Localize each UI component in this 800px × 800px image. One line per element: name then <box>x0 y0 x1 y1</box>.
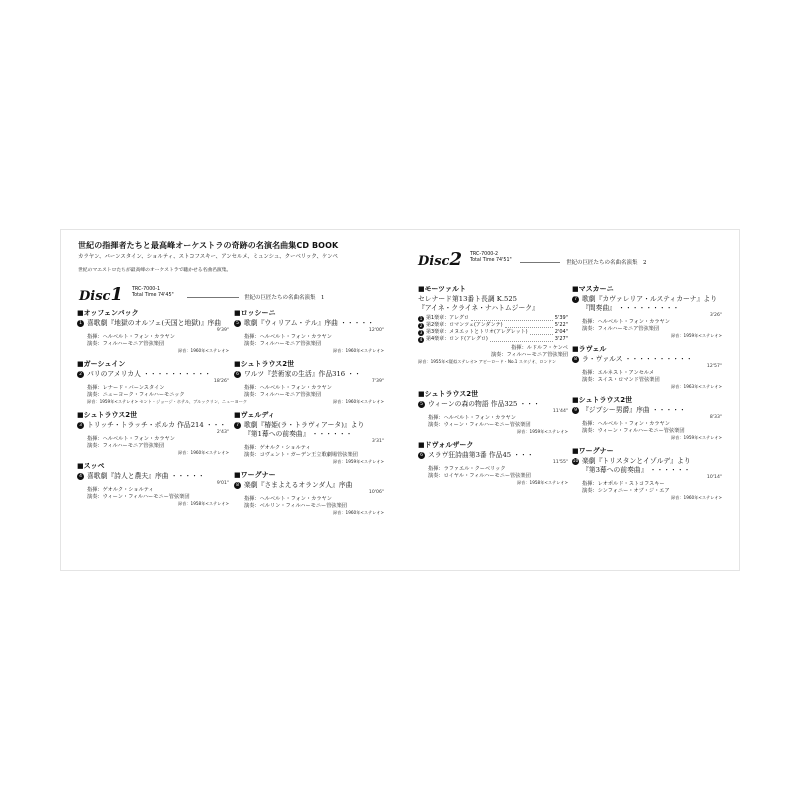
track-block <box>77 461 229 507</box>
disc2-rule <box>520 262 560 263</box>
track-duration: 12'00" <box>368 328 384 333</box>
piece-title <box>77 421 229 430</box>
disc1-logo-word: Disc <box>79 289 111 304</box>
orchestra-credit: 演奏：コヴェント・ガーデン王立歌劇場管弦楽団 <box>244 452 358 458</box>
piece-subtitle <box>234 430 384 439</box>
movement-row <box>418 315 568 322</box>
piece-title-text: 歌劇『カヴァレリア・ルスティカーナ』より <box>582 295 717 303</box>
disc1-logo <box>79 284 123 305</box>
track-number-icon: 9 <box>572 407 579 414</box>
leader-dots <box>490 338 553 342</box>
piece-title <box>572 457 722 466</box>
track-number-icon: 2 <box>419 322 423 328</box>
track-block <box>234 359 384 405</box>
disc1-code-block <box>132 287 174 299</box>
recording-info: 録音：1960年<ステレオ> <box>177 450 229 455</box>
disc2-logo-number: 2 <box>449 249 462 270</box>
track-duration: 18'26" <box>213 379 229 384</box>
piece-title-text: ウィーンの森の物語 作品325 ・・・ <box>428 400 540 408</box>
booklet-description: 世紀のマエストロたちが最高峰のオーケストラで聴かせる名曲名演集。 <box>78 268 232 273</box>
recording-info: 録音：1960年<ステレオ> <box>332 348 384 353</box>
track-block <box>418 440 568 486</box>
disc1-logo-number: 1 <box>110 284 123 305</box>
track-duration: 12'57" <box>706 364 722 369</box>
piece-title <box>234 421 384 430</box>
recording-info: 録音：1958年<ステレオ> <box>516 480 568 485</box>
piece-title: セレナード第13番ト長調 K.525 <box>418 295 517 303</box>
composer-heading: ■シュトラウス2世 <box>572 396 633 404</box>
movement-name: 第3楽章：メヌエットとトリオ(アレグレット) <box>426 329 528 335</box>
piece-title <box>234 319 384 328</box>
piece-title <box>77 472 229 481</box>
track-number-icon: 1 <box>77 320 84 327</box>
recording-info: 録音：1959年<ステレオ> <box>670 435 722 440</box>
movement-row <box>418 336 568 343</box>
track-block <box>572 446 722 501</box>
movement-duration: 5'39" <box>554 315 568 321</box>
movement-duration: 3'27" <box>554 336 568 342</box>
conductor-credit: 指揮：ルドルフ・ケンペ <box>511 345 568 351</box>
track-block <box>77 359 248 405</box>
track-number-icon: 4 <box>77 473 84 480</box>
orchestra-credit: 演奏：フィルハーモニア管弦楽団 <box>87 341 165 347</box>
recording-info: 録音：1960年<ステレオ> <box>332 510 384 515</box>
composer-heading: ■ワーグナー <box>234 471 276 479</box>
recording-info: 録音：1960年<ステレオ> <box>670 495 722 500</box>
movement-duration: 5'22" <box>554 322 568 328</box>
orchestra-credit: 演奏：ベルリン・フィルハーモニー管弦楽団 <box>244 503 347 509</box>
disc1-left-column <box>77 308 248 512</box>
disc2-catalog-code: TRC-7000-2 <box>470 252 499 257</box>
composer-heading: ■モーツァルト <box>418 285 466 293</box>
conductor-credit: 指揮：ヘルベルト・フォン・カラヤン <box>244 334 332 340</box>
track-block <box>77 308 229 354</box>
conductor-credit: 指揮：ヘルベルト・フォン・カラヤン <box>244 496 332 502</box>
composer-heading: ■ラヴェル <box>572 345 607 353</box>
movement-duration: 2'04" <box>554 329 568 335</box>
track-block <box>572 395 722 441</box>
track-number-icon: 3 <box>419 329 423 335</box>
track-number-icon: 1 <box>419 315 423 321</box>
recording-info: 録音：1960年<ステレオ> <box>177 348 229 353</box>
track-block <box>234 470 384 516</box>
orchestra-credit: 演奏：ウィーン・フィルハーモニー管弦楽団 <box>428 422 531 428</box>
orchestra-credit: 演奏：フィルハーモニア管弦楽団 <box>244 392 322 398</box>
movement-name: 第2楽章：ロマンツェ(アンダンテ) <box>426 322 503 328</box>
composer-heading: ■オッフェンバック <box>77 309 139 317</box>
track-number-icon: 6 <box>234 371 241 378</box>
conductor-list: カラヤン、バーンスタイン、ショルティ、ストコフスキー、アンセルメ、ミュンシュ、クーベリック、ケンペ <box>78 254 338 260</box>
track-number-icon: 2 <box>77 371 84 378</box>
movement-row <box>418 322 568 329</box>
disc2-code-block <box>470 252 512 264</box>
track-number-icon: 4 <box>419 336 423 342</box>
piece-title <box>572 355 722 364</box>
composer-heading: ■ドヴォルザーク <box>418 441 474 449</box>
piece-title-text: 歌劇『ウィリアム・テル』序曲 ・・・・・ <box>244 319 375 327</box>
piece-title <box>77 370 229 379</box>
piece-title <box>234 481 384 490</box>
disc2-logo <box>418 249 462 270</box>
recording-info: 録音：1963年<ステレオ> <box>670 384 722 389</box>
composer-heading: ■シュトラウス2世 <box>234 360 295 368</box>
conductor-credit: 指揮：ヘルベルト・フォン・カラヤン <box>244 385 332 391</box>
track-number-icon: 5 <box>418 401 425 408</box>
track-duration: 3'31" <box>371 439 384 444</box>
piece-title-text: 『第3幕への前奏曲』 ・・・・・・ <box>582 466 691 474</box>
recording-info: 録音：1959年<ステレオ> <box>332 459 384 464</box>
composer-heading: ■スッペ <box>77 462 105 470</box>
composer-heading: ■マスカーニ <box>572 285 614 293</box>
piece-title <box>418 451 568 460</box>
leader-dots <box>505 324 553 328</box>
disc1-series-title: 世紀の巨匠たちの名曲名演集 1 <box>244 295 325 301</box>
track-number-icon: 3 <box>77 422 84 429</box>
piece-title <box>234 370 384 379</box>
piece-subtitle <box>572 304 722 313</box>
conductor-credit: 指揮：ヘルベルト・フォン・カラヤン <box>87 436 175 442</box>
track-duration: 10'14" <box>706 475 722 480</box>
indent-spacer <box>234 430 244 439</box>
conductor-credit: 指揮：ヘルベルト・フォン・カラヤン <box>582 421 670 427</box>
leader-dots <box>530 331 553 335</box>
piece-title-text: スラヴ狂詩曲第3番 作品45 ・・・ <box>428 451 534 459</box>
conductor-credit: 指揮：ヘルベルト・フォン・カラヤン <box>428 415 516 421</box>
piece-title-text: 『ジプシー男爵』序曲 ・・・・・ <box>582 406 686 414</box>
track-duration: 3'26" <box>709 313 722 318</box>
piece-title-text: 楽劇『さまよえるオランダ人』序曲 <box>244 481 353 489</box>
piece-title <box>77 319 229 328</box>
disc1-total-time: Total Time 74'45" <box>132 293 174 298</box>
track-duration: 7'39" <box>371 379 384 384</box>
track-number-icon: 7 <box>572 296 579 303</box>
piece-title-text: 喜歌劇『詩人と農夫』序曲 ・・・・・ <box>87 472 205 480</box>
composer-heading: ■ガーシュイン <box>77 360 126 368</box>
track-block <box>234 410 384 465</box>
disc2-series-title: 世紀の巨匠たちの名曲名演集 2 <box>566 260 647 266</box>
conductor-credit: 指揮：ヘルベルト・フォン・カラヤン <box>582 319 670 325</box>
recording-info: 録音：1959年<ステレオ> <box>670 333 722 338</box>
track-duration: 9'39" <box>216 328 229 333</box>
piece-subtitle: 『アイネ・クライネ・ナハトムジーク』 <box>418 304 539 312</box>
piece-title <box>572 295 722 304</box>
composer-heading: ■ヴェルディ <box>234 411 275 419</box>
track-block <box>234 308 384 354</box>
disc2-total-time: Total Time 74'51" <box>470 258 512 263</box>
disc2-mozart-block <box>418 284 568 365</box>
piece-title-text: 喜歌劇『地獄のオルフェ(天国と地獄)』序曲 <box>87 319 222 327</box>
track-number-icon: 6 <box>418 452 425 459</box>
piece-subtitle <box>572 466 722 475</box>
disc2-right-column <box>572 284 722 506</box>
indent-spacer <box>572 466 582 475</box>
recording-info: 録音：1955年<疑似ステレオ> アビーロード・No.1 スタジオ、ロンドン <box>418 359 557 364</box>
disc1-catalog-code: TRC-7000-1 <box>132 287 161 292</box>
movement-row <box>418 329 568 336</box>
conductor-credit: 指揮：エルネスト・アンセルメ <box>582 370 655 376</box>
orchestra-credit: 演奏：ニューヨーク・フィルハーモニック <box>87 392 185 398</box>
movement-name: 第1楽章：アレグロ <box>426 315 469 321</box>
orchestra-credit: 演奏：ロイヤル・フィルハーモニー管弦楽団 <box>428 473 531 479</box>
track-duration: 11'55" <box>552 460 568 465</box>
piece-title-text: 歌劇『椿姫(ラ・トラヴィアータ)』より <box>244 421 365 429</box>
track-number-icon: 8 <box>234 482 241 489</box>
piece-title <box>572 406 722 415</box>
piece-title-text: ワルツ『芸術家の生活』作品316 ・・ <box>244 370 361 378</box>
conductor-credit: 指揮：ラファエル・クーベリック <box>428 466 506 472</box>
disc1-rule <box>187 297 239 298</box>
track-duration: 9'01" <box>216 481 229 486</box>
composer-heading: ■ワーグナー <box>572 447 614 455</box>
piece-title-text: 『間奏曲』 ・・・・・・・・・ <box>582 304 680 312</box>
piece-title-text: トリッチ・トラッチ・ポルカ 作品214 ・・・ <box>87 421 227 429</box>
orchestra-credit: 演奏：ウィーン・フィルハーモニー管弦楽団 <box>87 494 190 500</box>
recording-info: 録音：1959年<ステレオ> <box>516 429 568 434</box>
recording-info: 録音：1960年<ステレオ> <box>332 399 384 404</box>
booklet-title: 世紀の指揮者たちと最高峰オーケストラの奇跡の名演名曲集CD BOOK <box>78 241 339 250</box>
conductor-credit: 指揮：レオポルド・ストコフスキー <box>582 481 665 487</box>
indent-spacer <box>572 304 582 313</box>
track-number-icon: 10 <box>572 459 579 464</box>
orchestra-credit: 演奏：フィルハーモニア管弦楽団 <box>244 341 322 347</box>
track-duration: 2'43" <box>216 430 229 435</box>
track-duration: 11'44" <box>552 409 568 414</box>
composer-heading: ■ロッシーニ <box>234 309 276 317</box>
conductor-credit: 指揮：ヘルベルト・フォン・カラヤン <box>87 334 175 340</box>
disc2-left-column <box>418 389 568 491</box>
composer-heading: ■シュトラウス2世 <box>77 411 138 419</box>
movement-name: 第4楽章：ロンド(アレグロ) <box>426 336 488 342</box>
conductor-credit: 指揮：ゲオルク・ショルティ <box>244 445 311 451</box>
leader-dots <box>471 317 553 321</box>
piece-title-text: ラ・ヴァルス ・・・・・・・・・・ <box>582 355 693 363</box>
track-block <box>77 410 229 456</box>
composer-heading: ■シュトラウス2世 <box>418 390 479 398</box>
track-number-icon: 8 <box>572 356 579 363</box>
piece-title-text: 楽劇『トリスタンとイゾルデ』より <box>582 457 691 465</box>
conductor-credit: 指揮：ゲオルク・ショルティ <box>87 487 154 493</box>
piece-title <box>418 400 568 409</box>
disc1-right-column <box>234 308 384 521</box>
track-block <box>572 284 722 339</box>
disc2-logo-word: Disc <box>418 254 450 269</box>
track-number-icon: 7 <box>234 422 241 429</box>
piece-title-text: 『第1幕への前奏曲』 ・・・・・・ <box>244 430 353 438</box>
recording-info: 録音：1958年<ステレオ> <box>177 501 229 506</box>
orchestra-credit: 演奏：フィルハーモニア管弦楽団 <box>87 443 165 449</box>
orchestra-credit: 演奏：シンフォニー・オブ・ジ・エア <box>582 488 670 494</box>
track-duration: 8'33" <box>709 415 722 420</box>
track-duration: 10'06" <box>368 490 384 495</box>
track-block <box>418 389 568 435</box>
movement-list <box>418 315 568 343</box>
conductor-credit: 指揮：レナード・バーンスタイン <box>87 385 165 391</box>
orchestra-credit: 演奏：ウィーン・フィルハーモニー管弦楽団 <box>582 428 685 434</box>
piece-title-text: パリのアメリカ人 ・・・・・・・・・・ <box>87 370 212 378</box>
orchestra-credit: 演奏：フィルハーモニア管弦楽団 <box>582 326 660 332</box>
track-block <box>572 344 722 390</box>
recording-info: 録音：1959年<ステレオ> セント・ジョージ・ホテル、ブルックリン、ニューヨーク <box>87 399 248 404</box>
orchestra-credit: 演奏：スイス・ロマンド管弦楽団 <box>582 377 660 383</box>
track-number-icon: 5 <box>234 320 241 327</box>
orchestra-credit: 演奏：フィルハーモニア管弦楽団 <box>490 352 568 358</box>
